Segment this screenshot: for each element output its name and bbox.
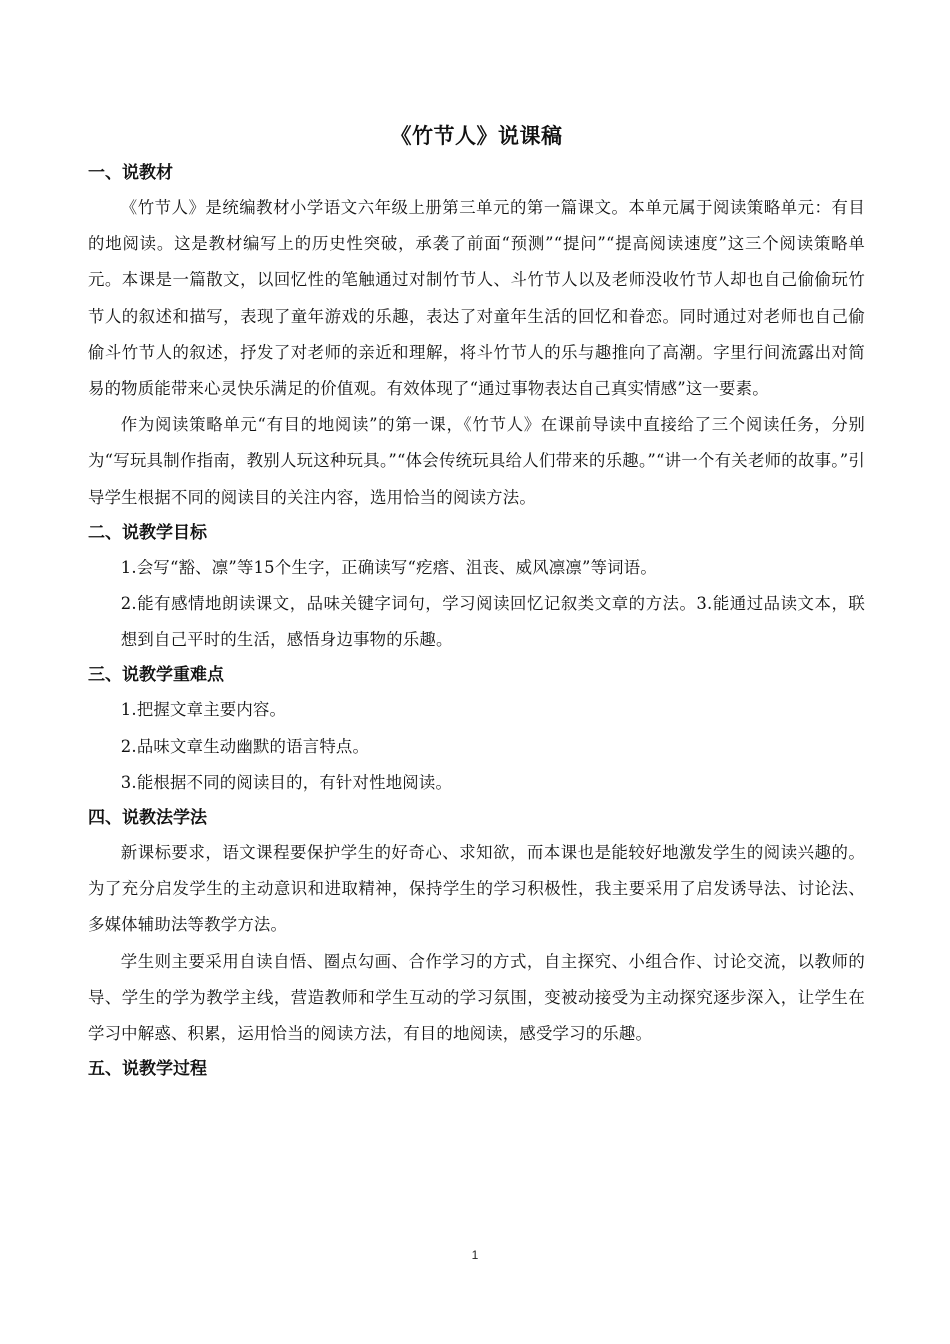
paragraph: 《竹节人》是统编教材小学语文六年级上册第三单元的第一篇课文。本单元属于阅读策略单元：有目的地阅读。这是教材编写上的历史性突破，承袭了前面“预测”“提问”“提高阅读速度”这三个阅读策略单元。本课是一篇散文，以回忆性的笔触通过对制竹节人、斗竹节人以及老师没收竹节人却也自己偷偷玩竹节人的叙述和描写，表现了童年游戏的乐趣，表达了对童年生活的回忆和眷恋。同时通过对老师也自己偷偷斗竹节人的叙述，抒发了对老师的亲近和理解，将斗竹节人的乐与趣推向了高潮。字里行间流露出对简易的物质能带来心灵快乐满足的价值观。有效体现了“通过事物表达自己真实情感”这一要素。 — [88, 198, 865, 399]
section-teaching-goals — [88, 516, 865, 659]
section-teaching-methods — [88, 801, 865, 1052]
list-item: 2.品味文章生动幽默的语言特点。 — [120, 736, 370, 756]
list-item: 2.能有感情地朗读课文，品味关键字词句，学习阅读回忆记叙类文章的方法。3.能通过品读文本，联想到自己平时的生活，感悟身边事物的乐趣。 — [120, 594, 865, 650]
section-teaching-process — [88, 1052, 865, 1086]
section-heading: 一、说教材 — [88, 163, 173, 183]
list-item: 1.把握文章主要内容。 — [120, 700, 287, 720]
document-title: 《竹节人》说课稿 — [390, 124, 563, 148]
section-heading: 五、说教学过程 — [88, 1059, 207, 1080]
section-heading: 四、说教法学法 — [88, 808, 207, 829]
section-heading: 二、说教学目标 — [88, 522, 207, 543]
list-item: 1.会写“豁、凛”等15个生字，正确读写“疙瘩、沮丧、威风凛凛”等词语。 — [120, 557, 657, 577]
document-page — [88, 118, 865, 1086]
section-textbook — [88, 156, 865, 516]
paragraph: 新课标要求，语文课程要保护学生的好奇心、求知欲，而本课也是能较好地激发学生的阅读兴趣的。为了充分启发学生的主动意识和进取精神，保持学生的学习积极性，我主要采用了启发诱导法、讨论法、多媒体辅助法等教学方法。 — [88, 843, 865, 935]
paragraph: 作为阅读策略单元“有目的地阅读”的第一课，《竹节人》在课前导读中直接给了三个阅读任务，分别为“写玩具制作指南，教别人玩这种玩具。”“体会传统玩具给人们带来的乐趣。”“讲一个有关老师的故事。”引导学生根据不同的阅读目的关注内容，选用恰当的阅读方法。 — [88, 415, 865, 507]
page-number: 1 — [471, 1248, 479, 1262]
section-heading: 三、说教学重难点 — [88, 665, 224, 686]
section-key-difficulties — [88, 658, 865, 801]
paragraph: 学生则主要采用自读自悟、圈点勾画、合作学习的方式，自主探究、小组合作、讨论交流，以教师的导、学生的学为教学主线，营造教师和学生互动的学习氛围，变被动接受为主动探究逐步深入，让学生在学习中解惑、积累，运用恰当的阅读方法，有目的地阅读，感受学习的乐趣。 — [88, 951, 865, 1044]
list-item: 3.能根据不同的阅读目的，有针对性地阅读。 — [120, 772, 453, 792]
